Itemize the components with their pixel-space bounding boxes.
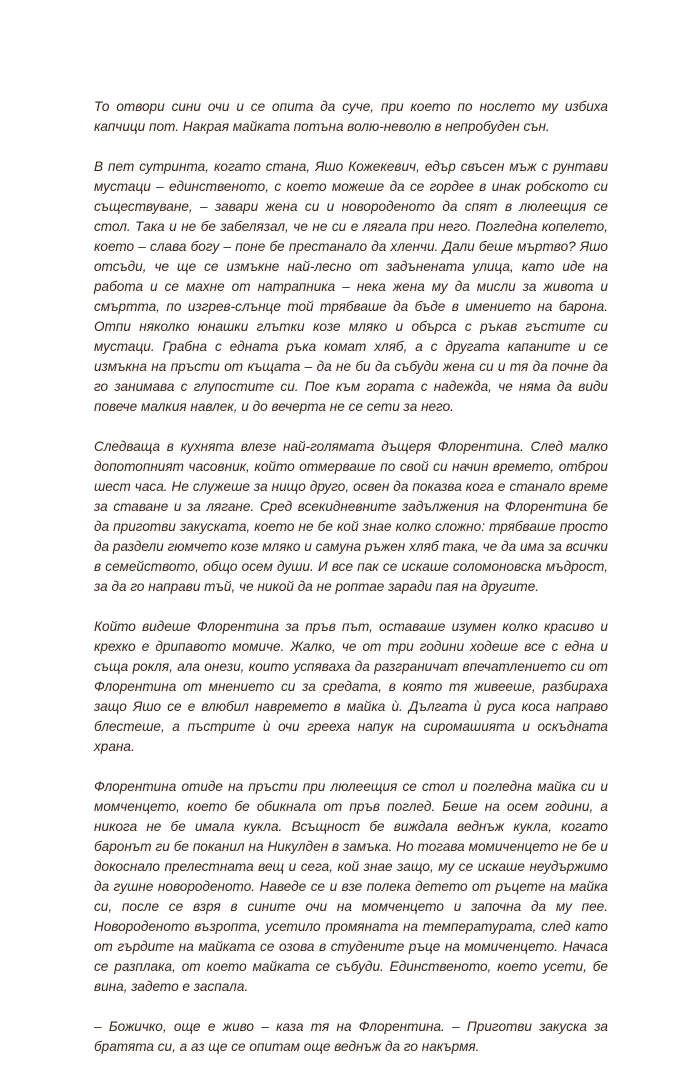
paragraph: Следваща в кухнята влезе най-голямата дъщеря Флорентина. След малко допотопният часовник, който отмерваше по свой си начин времето, отброи шест часа. Не служеше за нищо друго, освен да показва кога е станало време за ставане и за лягане. Сред всекидневните задължения на Флорентина бе да приготви закуската, което не бе кой знае колко сложно: трябваше просто да раздели гюмчето козе мляко и самуна ръжен хляб така, че да има за всички в семейството, общо осем души. И все пак се искаше соломоновска мъдрост, за да го направи тъй, че никой да не роптае заради пая на другите. <box>94 439 608 594</box>
paragraph: Флорентина отиде на пръсти при люлеещия се стол и погледна майка си и момченцето, което бе обикнала от пръв поглед. Беше на осем години, а никога не бе имала кукла. Всъщност бе виждала веднъж кукла, когато баронът ги бе поканил на Никулден в замъка. Но тогава момиченцето не бе и докоснало прелестната вещ и сега, кой знае защо, му се искаше неудържимо да гушне новороденото. Наведе се и взе полека детето от ръцете на майка си, после се взря в сините очи на момченцето и започна да му пее. Новороденото възропта, усетило промяната на температурата, след като от гърдите на майката се озова в студените ръце на момиченцето. Начаса се разплака, от което майката се събуди. Единственото, което усети, бе вина, задето е заспала. <box>94 779 608 994</box>
paragraph: То отвори сини очи и се опита да суче, при което по нослето му избиха капчици пот. Накрая майката потъна волю-неволю в непробуден сън. <box>94 99 608 134</box>
paragraph: В пет сутринта, когато стана, Яшо Кожекевич, едър свъсен мъж с рунтави мустаци – единственото, с което можеше да се гордее в инак робското си съществуване, – завари жена си и новороденото да спят в люлеещия се стол. Така и не бе забелязал, че не си е лягала при него. Погледна копелето, което – слава богу – поне бе престанало да хленчи. Дали беше мъртво? Яшо отсъди, че ще се измъкне най-лесно от задънената улица, като иде на работа и се махне от натрапника – нека жена му да мисли за живота и смъртта, по изгрев-слънце той трябваше да бъде в имението на барона. Отпи няколко юнашки глътки козе мляко и обърса с ръкав гъстите си мустаци. Грабна с едната ръка комат хляб, а с другата капаните и се измъкна на пръсти от къщата – да не би да събуди жена си и тя да почне да го занимава с глупостите си. Пое към гората с надежда, че няма да види повече малкия навлек, и до вечерта не се сети за него. <box>94 159 608 414</box>
paragraph: – Божичко, още е живо – каза тя на Флорентина. – Приготви закуска за братята си, а аз ще се опитам още веднъж да го накърмя. <box>94 1019 608 1054</box>
document-page <box>94 97 608 1077</box>
paragraph: Който видеше Флорентина за пръв път, оставаше изумен колко красиво и крехко е дрипавото момиче. Жалко, че от три години ходеше все с една и съща рокля, ала онези, които успяваха да разграничат впечатлението си от Флорентина от мнението си за средата, в която тя живееше, разбираха защо Яшо се е влюбил навремето в майка ѝ. Дългата ѝ руса коса направо блестеше, а пъстрите ѝ очи грееха напук на сиромашията и оскъдната храна. <box>94 619 608 754</box>
